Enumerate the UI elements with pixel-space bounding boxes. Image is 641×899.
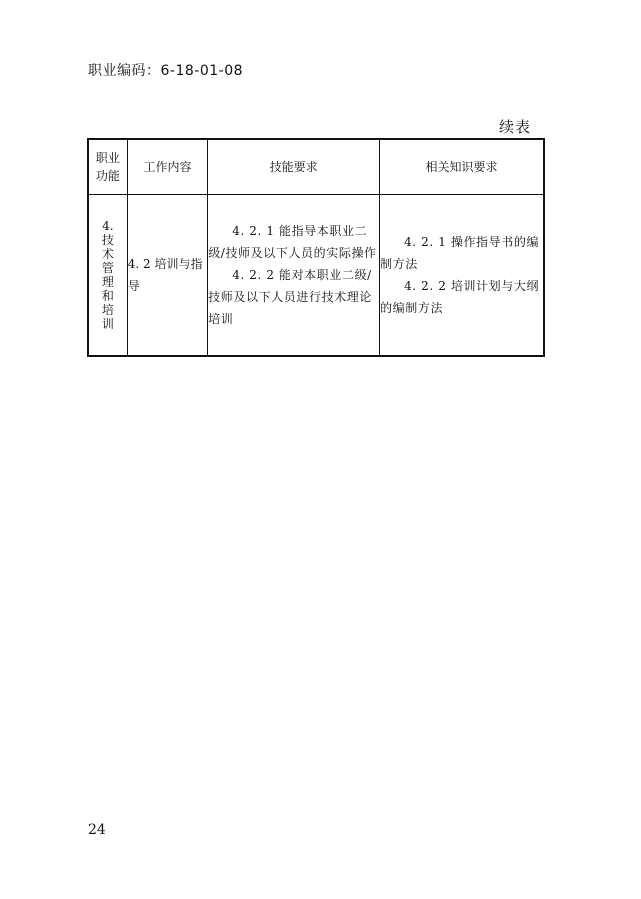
skill-requirements-cell — [208, 195, 380, 357]
function-char: 理 — [101, 275, 114, 289]
page-number: 24 — [88, 822, 106, 838]
continued-table-label: 续表 — [499, 118, 532, 136]
skill-item: 4. 2. 1 能指导本职业二级/技师及以下人员的实际操作 — [208, 224, 377, 260]
knowledge-requirements-cell — [380, 195, 544, 357]
function-char: 培 — [101, 303, 114, 317]
function-char: 管 — [101, 261, 114, 275]
function-char: 术 — [101, 247, 114, 261]
skill-item: 4. 2. 2 能对本职业二级/技师及以下人员进行技术理论培训 — [208, 268, 373, 326]
knowledge-item: 4. 2. 1 操作指导书的编制方法 — [380, 235, 540, 271]
occupation-code: 职业编码：6-18-01-08 — [88, 63, 244, 79]
header-knowledge-requirements: 相关知识要求 — [380, 139, 544, 195]
function-char: 技 — [101, 233, 114, 247]
function-char: 和 — [101, 289, 114, 303]
function-cell — [88, 195, 127, 357]
header-function-line2: 功能 — [95, 169, 120, 183]
function-char: 训 — [101, 317, 114, 331]
function-number: 4. — [102, 219, 114, 233]
knowledge-item: 4. 2. 2 培训计划与大纲的编制方法 — [380, 279, 540, 315]
table-header-row — [88, 139, 544, 195]
header-work-content: 工作内容 — [127, 139, 207, 195]
header-skill-requirements: 技能要求 — [208, 139, 380, 195]
work-content-cell — [127, 195, 207, 357]
table-row — [88, 195, 544, 357]
header-function-line1: 职业 — [95, 151, 120, 165]
work-content-text: 4. 2 培训与指导 — [127, 257, 203, 293]
requirements-table — [87, 138, 545, 357]
header-occupational-function — [88, 139, 127, 195]
